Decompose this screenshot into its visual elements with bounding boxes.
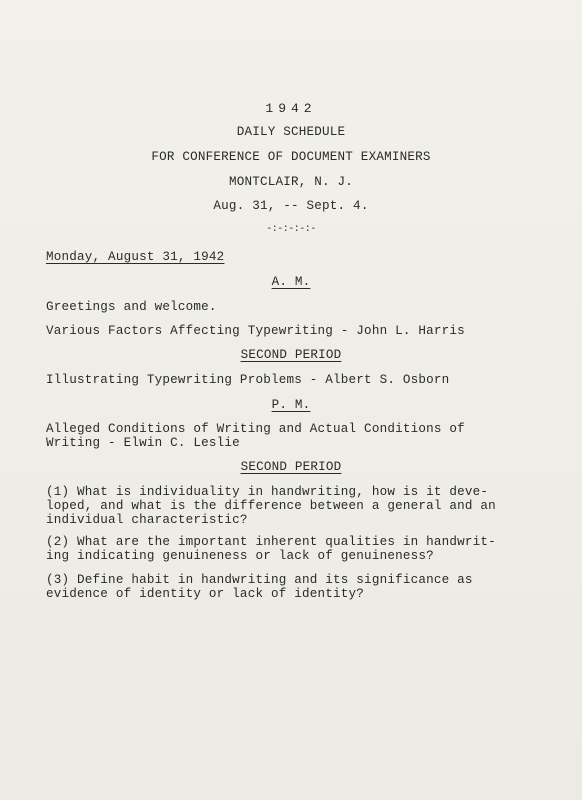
pm-second-period-heading: SECOND PERIOD — [240, 460, 342, 474]
question-1-line1: (1) What is individuality in handwriting, how is it deve- — [46, 485, 489, 499]
question-2-line1: (2) What are the important inherent qualities in handwrit- — [46, 535, 496, 549]
am-heading: A. M. — [271, 275, 311, 289]
schedule-title: DAILY SCHEDULE — [236, 125, 346, 139]
pm-heading: P. M. — [271, 398, 311, 412]
pm-item-line2: Writing - Elwin C. Leslie — [46, 436, 240, 450]
am-second-period-heading: SECOND PERIOD — [240, 348, 342, 362]
question-1-line2: loped, and what is the difference between a general and an — [46, 499, 496, 513]
question-3-line2: evidence of identity or lack of identity? — [46, 587, 365, 601]
question-2-line2: ing indicating genuineness or lack of genuineness? — [46, 549, 434, 563]
am-item-typewriting-factors: Various Factors Affecting Typewriting - John L. Harris — [46, 324, 465, 338]
conference-subtitle: FOR CONFERENCE OF DOCUMENT EXAMINERS — [151, 150, 431, 164]
am-item-greetings: Greetings and welcome. — [46, 300, 217, 314]
location: MONTCLAIR, N. J. — [228, 175, 354, 189]
divider: -:-:-:-:- — [266, 224, 316, 235]
am-item-typewriting-problems: Illustrating Typewriting Problems - Albert S. Osborn — [46, 373, 450, 387]
year-heading: 1942 — [265, 101, 317, 116]
dates: Aug. 31, -- Sept. 4. — [213, 199, 369, 213]
question-1-line3: individual characteristic? — [46, 513, 248, 527]
day-heading: Monday, August 31, 1942 — [46, 250, 225, 264]
pm-item-line1: Alleged Conditions of Writing and Actual Conditions of — [46, 422, 465, 436]
question-3-line1: (3) Define habit in handwriting and its significance as — [46, 573, 473, 587]
